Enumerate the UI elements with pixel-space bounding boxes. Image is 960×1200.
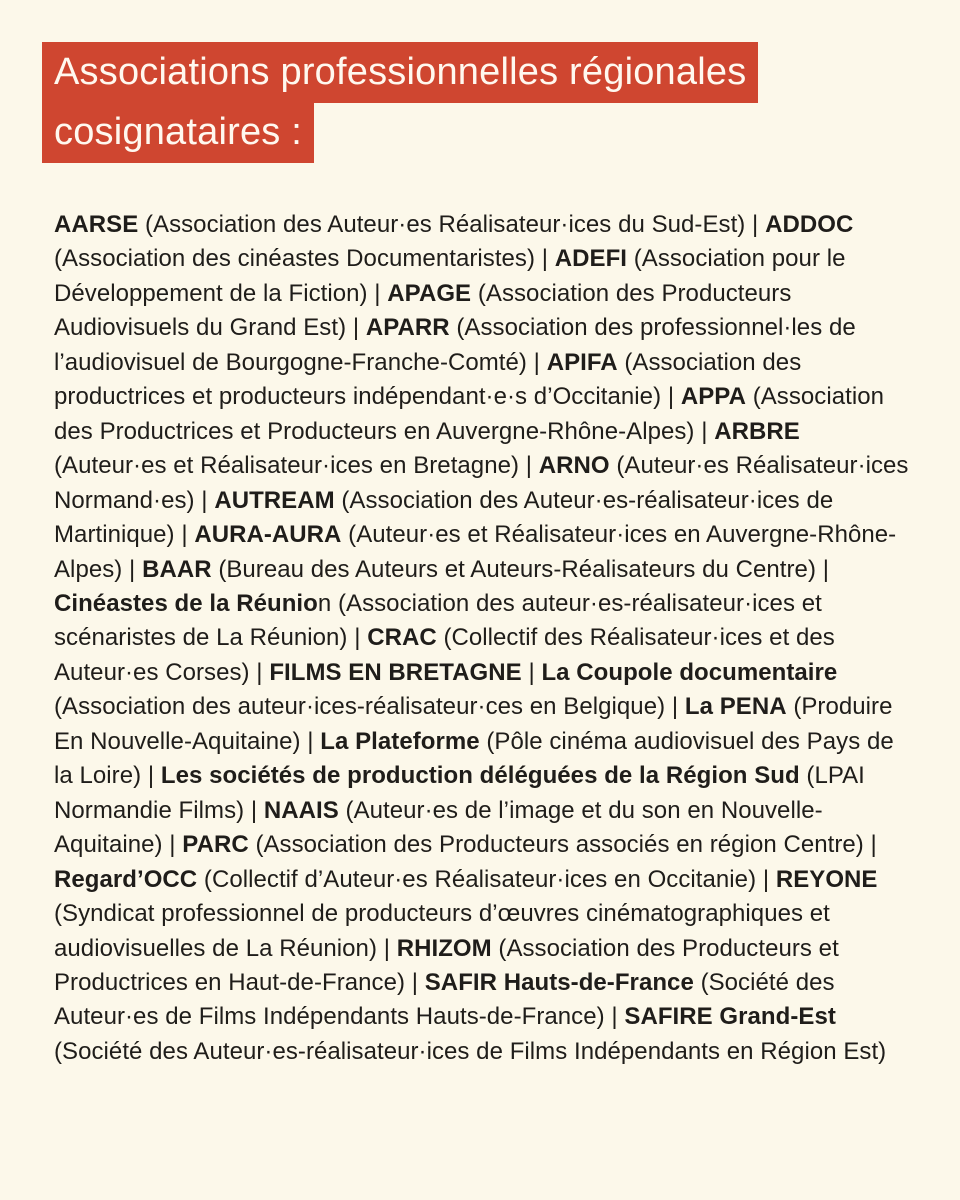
association-name: ADEFI: [554, 245, 627, 273]
association-description: (Association pour le Développement de la Fiction) |: [54, 245, 846, 307]
association-description: n (Association des auteur·es-réalisateur·ices et scénaristes de La Réunion) |: [54, 589, 822, 652]
association-description: (Association des Producteurs associés en région Centre) |: [255, 831, 877, 859]
association-name: APAGE: [387, 279, 472, 307]
association-description: (Auteur·es et Réalisateur·ices en Auvergne-Rhône-Alpes) |: [54, 521, 897, 583]
association-name: La PENA: [684, 693, 787, 721]
association-description: (Pôle cinéma audiovisuel des Pays de la Loire) |: [54, 727, 894, 790]
association-name: ARBRE: [714, 417, 800, 445]
association-name: ADDOC: [765, 211, 854, 238]
association-regard-occ: [54, 866, 776, 893]
association-description: (Société des Auteur·es-réalisateur·ices de Films Indépendants en Région Est): [54, 1037, 887, 1065]
association-name: NAAIS: [263, 796, 339, 824]
association-name: La Coupole documentaire: [541, 658, 838, 686]
association-name: Regard’OCC: [54, 865, 198, 893]
association-description: (Association des auteur·ices-réalisateur·ces en Belgique) |: [54, 693, 685, 721]
association-description: (Association des Producteurs Audiovisuels du Grand Est) |: [54, 279, 792, 342]
association-description: (Association des Auteur·es-réalisateur·ices de Martinique) |: [54, 486, 834, 549]
association-description: (Association des Productrices et Producteurs en Auvergne-Rhône-Alpes) |: [54, 383, 885, 445]
association-description: (Collectif d’Auteur·es Réalisateur·ices en Occitanie) |: [203, 865, 776, 893]
association-films-en-bretagne: [269, 659, 541, 686]
association-description: (Syndicat professionnel de producteurs d’œuvres cinématographiques et audiovisuelles de La Réunion) |: [54, 900, 830, 962]
association-description: (Auteur·es et Réalisateur·ices en Bretagne) |: [54, 452, 539, 480]
association-name: SAFIRE Grand-Est: [624, 1003, 836, 1031]
association-description: (Association des professionnel·les de l’audiovisuel de Bourgogne-Franche-Comté) |: [54, 314, 856, 376]
association-name: PARC: [182, 831, 249, 859]
association-description: (Auteur·es Réalisateur·ices Normand·es) |: [54, 452, 909, 514]
association-name: CRAC: [367, 624, 437, 652]
associations-text: [54, 208, 914, 1069]
association-description: |: [528, 658, 542, 686]
association-name: APARR: [365, 314, 450, 342]
association-name: AUTREAM: [214, 486, 335, 514]
association-description: (Association des Producteurs et Productrices en Haut-de-France) |: [54, 934, 839, 996]
association-name: AURA-AURA: [194, 521, 342, 549]
association-aarse: [54, 211, 765, 238]
association-parc: [182, 831, 877, 858]
association-name: FILMS EN BRETAGNE: [269, 658, 522, 686]
association-name: AARSE: [54, 211, 139, 238]
association-name: ARNO: [538, 452, 610, 480]
association-name: APPA: [680, 383, 746, 411]
association-name: RHIZOM: [396, 934, 492, 962]
association-baar: [142, 556, 829, 583]
page-title-line-1: Associations professionnelles régionales: [42, 42, 758, 103]
association-name: BAAR: [142, 555, 212, 583]
association-description: (Collectif des Réalisateur·ices et des Auteur·es Corses) |: [54, 624, 835, 686]
association-description: (Produire En Nouvelle-Aquitaine) |: [54, 693, 893, 755]
association-description: (Société des Auteur·es de Films Indépendants Hauts-de-France) |: [54, 968, 835, 1031]
association-description: (Association des Auteur·es Réalisateur·ices du Sud-Est) |: [144, 211, 766, 238]
association-name: Les sociétés de production déléguées de la Région Sud: [160, 762, 800, 790]
association-description: (Auteur·es de l’image et du son en Nouvelle-Aquitaine) |: [54, 796, 823, 859]
page-title-line-2: cosignataires :: [42, 102, 314, 163]
association-description: (Bureau des Auteurs et Auteurs-Réalisateurs du Centre) |: [218, 555, 829, 583]
association-name: APIFA: [546, 348, 618, 376]
association-name: La Plateforme: [320, 727, 480, 755]
association-description: (LPAI Normandie Films) |: [54, 762, 865, 824]
association-name: Cinéastes de la Réunio: [54, 589, 318, 617]
association-name: SAFIR Hauts-de-France: [424, 968, 694, 996]
association-description: (Association des cinéastes Documentaristes) |: [54, 245, 555, 273]
title-block: [42, 42, 902, 163]
association-description: (Association des productrices et producteurs indépendant·e·s d’Occitanie) |: [54, 348, 802, 411]
association-name: REYONE: [775, 865, 878, 893]
